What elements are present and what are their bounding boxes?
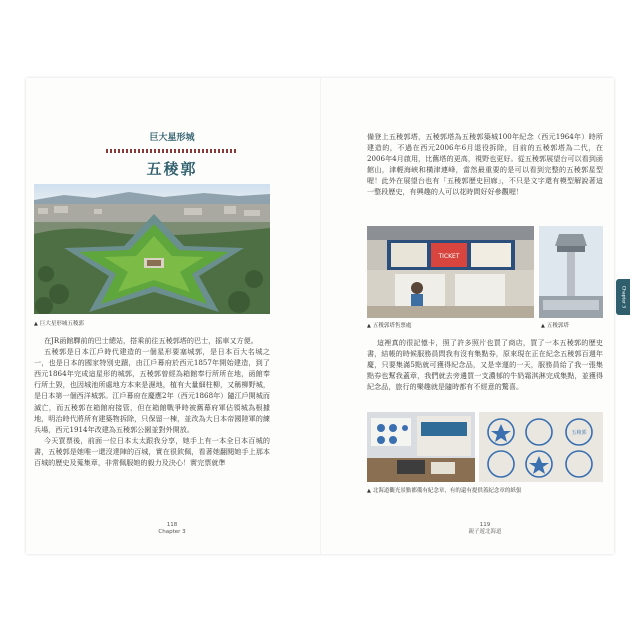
decorative-rule <box>106 149 238 153</box>
page-title: 五稜郭 <box>146 160 198 178</box>
ticket-counter-illustration <box>367 226 534 318</box>
folio-label: Chapter 3 <box>158 529 186 535</box>
tower-illustration <box>539 226 603 318</box>
goryokaku-aerial-illustration <box>34 184 270 314</box>
triangle-bullet-icon: ▲ <box>541 323 545 329</box>
right-middle-text <box>367 337 603 392</box>
right-page <box>321 78 614 554</box>
chapter-tab <box>616 279 630 315</box>
page-folio <box>425 522 545 536</box>
photo-caption: ▲ 巨大星形城五稜郭 <box>34 321 84 327</box>
page-number: 119 <box>479 522 491 528</box>
ticket-counter-sign: TICKET <box>438 253 460 260</box>
left-body-text <box>34 335 270 468</box>
stamp-counter-photo <box>367 412 475 482</box>
stamp-counter-illustration <box>367 412 475 482</box>
page-folio <box>112 522 232 536</box>
goryokaku-aerial-photo <box>34 184 270 314</box>
photo-caption: ▲ 五稜郭塔售票處 <box>367 323 412 329</box>
paragraph: 備登上五稜郭塔，五稜郭塔為五稜郭築城100年紀念（西元1964年）時所建造的，不過在西元2006年6月退役拆除，目前的五稜郭塔為二代，在2006年4月啟用，比舊塔的更高，視野也更好。從五稜郭展望台可以看到函館山，津輕海峽和橫津連峰，當然最重要的是可以看到完整的五稜郭星型喔！此外在展望台也有「五稜郭歷史回廊」，不只是文字還有模型解說著這一整段歷史，有興趣的人可以花時間好好參觀喔！ <box>367 132 603 197</box>
left-page <box>26 78 320 554</box>
paragraph: 在JR函館驛前的巴士總站，搭乘前往五稜郭塔的巴士，摇車又方便。 <box>43 336 258 345</box>
paragraph: 今天買票後，前面一位日本太太跟我分享，她手上有一本全日本百城的書，五稜郭是她唯一還沒達陣的百城，實在很欽佩，看著她翻閱她手上那本百城的歷史及蒐集章，非常佩服她的毅力及決心！實完票就準 <box>34 435 270 468</box>
folio-label: 親子遊北海道 <box>468 529 502 535</box>
paragraph: 五稜郭是日本江戶時代建造的一個星形要塞城郭，是日本百大名城之一，也是日本的國家特別史蹟，由江戶幕府於西元1857年開始建造，到了西元1864年完成這星形的城郭，五稜郭曾經為箱館奉行所所在地，函館奉行所土毀，也因城池所處地方本來是濕地，植有大量細柱柳，又稱柳野城，是日本第一個西洋城郭。江戶幕府在慶應2年（西元1868年）隨江戶開城而滅亡，而五稜郭在箱館府接管，但在箱館戰爭時被舊幕府軍佔領城為根據地，明治時代將所有建築物拆除，只保留一棟，並改為大日本帝國陸軍的練兵場，西元1914年改建為五稜郭公園並對外開放。 <box>34 347 270 434</box>
page-number: 118 <box>166 522 178 528</box>
photo-caption: ▲ 北海道觀光景點都備有紀念章，有的還有提供蓋紀念章的紙張 <box>367 488 522 494</box>
chapter-tab-label: Chapter 3 <box>620 285 626 309</box>
ticket-counter-photo <box>367 226 534 318</box>
stamp-sheet-illustration <box>479 412 603 482</box>
triangle-bullet-icon: ▲ <box>34 321 38 327</box>
triangle-bullet-icon: ▲ <box>367 323 371 329</box>
stamp-sheet-photo <box>479 412 603 482</box>
section-kicker: 巨大星形城 <box>149 133 195 143</box>
goryokaku-tower-photo <box>539 226 603 318</box>
book-spread <box>26 78 614 554</box>
photo-caption: ▲ 五稜郭塔 <box>541 323 569 329</box>
paragraph: 這裡真的很記憶卡，照了許多照片也買了商店，買了一本五稜郭的歷史書，結帳的時候服務員問我有沒有集點券，原來現在正在紀念五稜郭百週年慶，只要集滿5點就可獲得紀念品，又是幸運的一天，服務員給了我一張集點券也幫我蓋章，我們就去旁邊買一支濃郁的牛奶霜淇淋完成集點，並獲得紀念品，旅行的樂趣就是隨時都有不經意的驚喜。 <box>367 338 603 392</box>
triangle-bullet-icon: ▲ <box>367 488 371 494</box>
right-top-text <box>367 131 603 198</box>
stamp-label: 五稜郭 <box>571 430 587 436</box>
